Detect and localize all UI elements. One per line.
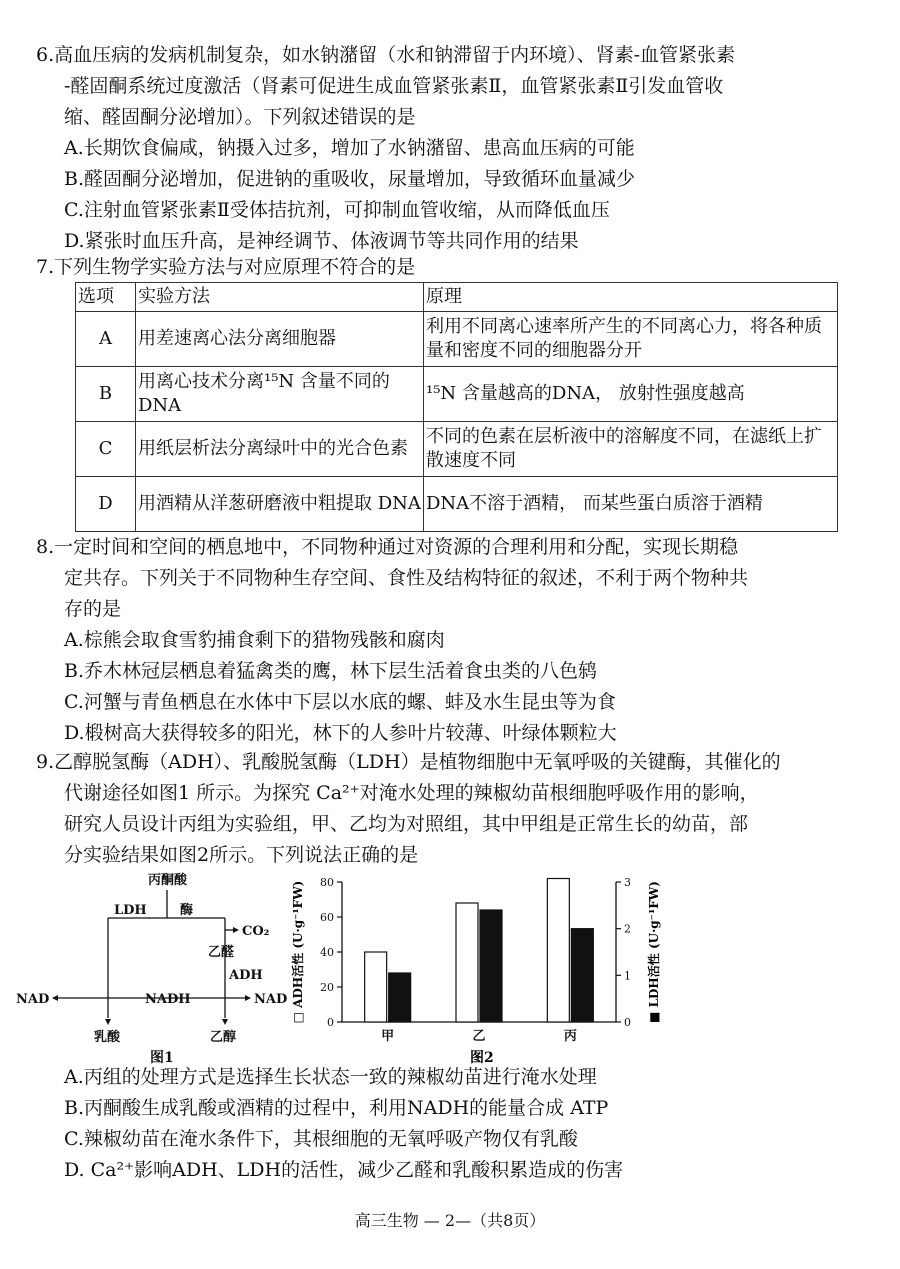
table-row <box>76 312 838 367</box>
lactate-label: 乳酸 <box>94 1030 121 1045</box>
q8-option-b: B.乔木林冠层栖息着猛禽类的鹰，林下层生活着食虫类的八色鸫 <box>64 660 598 682</box>
right-ticks <box>616 876 631 1029</box>
row-key: D <box>76 477 136 532</box>
arrowhead <box>233 927 239 933</box>
left-tick-label: 80 <box>320 876 334 889</box>
right-tick-label: 1 <box>624 969 631 983</box>
q7-stem: 7.下列生物学实验方法与对应原理不符合的是 <box>36 256 416 278</box>
category-label: 丙 <box>563 1029 577 1044</box>
row-principle: DNA不溶于酒精， 而某些蛋白质溶于酒精 <box>424 477 838 532</box>
figure-2-chart <box>290 876 661 1066</box>
q6-stem-line-2: -醛固酮系统过度激活（肾素可促进生成血管紧张素Ⅱ，血管紧张素Ⅱ引发血管收 <box>64 75 724 97</box>
right-tick-label: 2 <box>624 922 631 936</box>
row-method: 用酒精从洋葱研磨液中粗提取 DNA <box>136 477 424 532</box>
row-principle: 利用不同离心速率所产生的不同离心力，将各种质量和密度不同的细胞器分开 <box>424 312 838 367</box>
bars <box>365 879 594 1023</box>
left-ticks <box>320 876 342 1029</box>
ethanol-label: 乙醇 <box>210 1030 237 1045</box>
row-method: 用差速离心法分离细胞器 <box>136 312 424 367</box>
acetaldehyde-label: 乙醛 <box>208 945 235 960</box>
q6-stem-line-3: 缩、醛固酮分泌增加）。下列叙述错误的是 <box>64 106 416 128</box>
nad-right-label: NAD <box>254 992 288 1007</box>
row-key: A <box>76 312 136 367</box>
page-footer: 高三生物 — 2—（共8页） <box>354 1211 546 1230</box>
q9-option-c: C.辣椒幼苗在淹水条件下，其根细胞的无氧呼吸产物仅有乳酸 <box>64 1128 578 1150</box>
category-labels <box>381 1029 577 1044</box>
arrowhead <box>222 1019 228 1025</box>
left-tick-label: 60 <box>320 911 334 924</box>
adh-bar <box>547 879 569 1023</box>
arrowhead <box>52 995 58 1001</box>
figure-area <box>16 868 680 1068</box>
figure-1-caption: 图1 <box>150 1050 174 1066</box>
right-tick-label: 0 <box>624 1016 631 1029</box>
row-principle: 不同的色素在层析液中的溶解度不同，在滤纸上扩散速度不同 <box>424 422 838 477</box>
left-tick-label: 40 <box>320 946 334 959</box>
left-tick-label: 0 <box>327 1016 334 1029</box>
q6-option-c: C.注射血管紧张素Ⅱ受体拮抗剂，可抑制血管收缩，从而降低血压 <box>64 199 610 221</box>
row-method: 用离心技术分离¹⁵N 含量不同的 DNA <box>136 367 424 422</box>
q9-stem-line-1: 9.乙醇脱氢酶（ADH）、乳酸脱氢酶（LDH）是植物细胞中无氧呼吸的关键酶，其催化的 <box>36 751 781 773</box>
table-row <box>76 367 838 422</box>
right-tick-label: 3 <box>624 876 631 889</box>
arrowhead <box>245 995 251 1001</box>
q9-option-b: B.丙酮酸生成乳酸或酒精的过程中，利用NADH的能量合成 ATP <box>64 1097 609 1119</box>
ldh-bar <box>480 910 502 1022</box>
nadh-label: NADH <box>145 992 191 1007</box>
adh-label: ADH <box>229 968 263 983</box>
ldh-label: LDH <box>114 903 147 918</box>
q9-stem-line-4: 分实验结果如图2所示。下列说法正确的是 <box>64 844 419 866</box>
q9-option-a: A.丙组的处理方式是选择生长状态一致的辣椒幼苗进行淹水处理 <box>64 1066 597 1088</box>
q6-option-d: D.紧张时血压升高，是神经调节、体液调节等共同作用的结果 <box>64 230 579 252</box>
table-row <box>76 422 838 477</box>
header-method: 实验方法 <box>136 283 424 312</box>
q9-stem-line-3: 研究人员设计丙组为实验组，甲、乙均为对照组，其中甲组是正常生长的幼苗，部 <box>64 813 749 835</box>
left-tick-label: 20 <box>320 981 334 994</box>
q6-option-b: B.醛固酮分泌增加，促进钠的重吸收，尿量增加，导致循环血量减少 <box>64 168 636 190</box>
q7-table <box>75 282 838 532</box>
co2-label: CO₂ <box>242 924 270 939</box>
adh-bar <box>456 903 478 1022</box>
table-header-row <box>76 283 838 312</box>
q8-option-a: A.棕熊会取食雪豹捕食剩下的猎物残骸和腐肉 <box>64 629 445 651</box>
ldh-bar <box>389 973 411 1022</box>
q6-stem-line-1: 6.高血压病的发病机制复杂，如水钠潴留（水和钠滞留于内环境）、肾素-血管紧张素 <box>36 44 736 66</box>
q8-stem-line-2: 定共存。下列关于不同物种生存空间、食性及结构特征的叙述，不利于两个物种共 <box>64 567 749 589</box>
row-key: C <box>76 422 136 477</box>
header-principle: 原理 <box>424 283 838 312</box>
q8-option-d: D.椴树高大获得较多的阳光，林下的人参叶片较薄、叶绿体颗粒大 <box>64 722 617 744</box>
q8-stem-line-1: 8.一定时间和空间的栖息地中，不同物种通过对资源的合理利用和分配，实现长期稳 <box>36 536 739 558</box>
category-label: 甲 <box>381 1029 395 1044</box>
arrowhead <box>105 1019 111 1025</box>
q6-option-a: A.长期饮食偏咸，钠摄入过多，增加了水钠潴留、患高血压病的可能 <box>64 137 635 159</box>
header-option: 选项 <box>76 283 136 312</box>
enzyme-label: 酶 <box>180 903 194 918</box>
ldh-bar <box>571 929 593 1022</box>
q8-stem-line-3: 存的是 <box>64 598 122 620</box>
q8-option-c: C.河蟹与青鱼栖息在水体中下层以水底的螺、蚌及水生昆虫等为食 <box>64 691 616 713</box>
figure-2-caption: 图2 <box>470 1050 494 1066</box>
nad-left-label: NAD <box>16 992 50 1007</box>
y-axis-label-left: □ ADH活性 (U·g⁻¹FW) <box>291 880 305 1024</box>
row-method: 用纸层析法分离绿叶中的光合色素 <box>136 422 424 477</box>
y-axis-label-right: ■ LDH活性 (U·g⁻¹FW) <box>647 881 661 1023</box>
table-row <box>76 477 838 532</box>
adh-bar <box>365 952 387 1022</box>
q9-stem-line-2: 代谢途径如图1 所示。为探究 Ca²⁺对淹水处理的辣椒幼苗根细胞呼吸作用的影响， <box>64 782 759 804</box>
figures-svg <box>16 868 680 1068</box>
figure-1-arrowheads <box>52 927 251 1025</box>
row-principle: ¹⁵N 含量越高的DNA， 放射性强度越高 <box>424 367 838 422</box>
figure-1-labels <box>16 872 287 1066</box>
q9-option-d: D. Ca²⁺影响ADH、LDH的活性，减少乙醛和乳酸积累造成的伤害 <box>64 1159 624 1181</box>
row-key: B <box>76 367 136 422</box>
category-label: 乙 <box>472 1029 486 1044</box>
pyruvate-label: 丙酮酸 <box>148 873 188 888</box>
